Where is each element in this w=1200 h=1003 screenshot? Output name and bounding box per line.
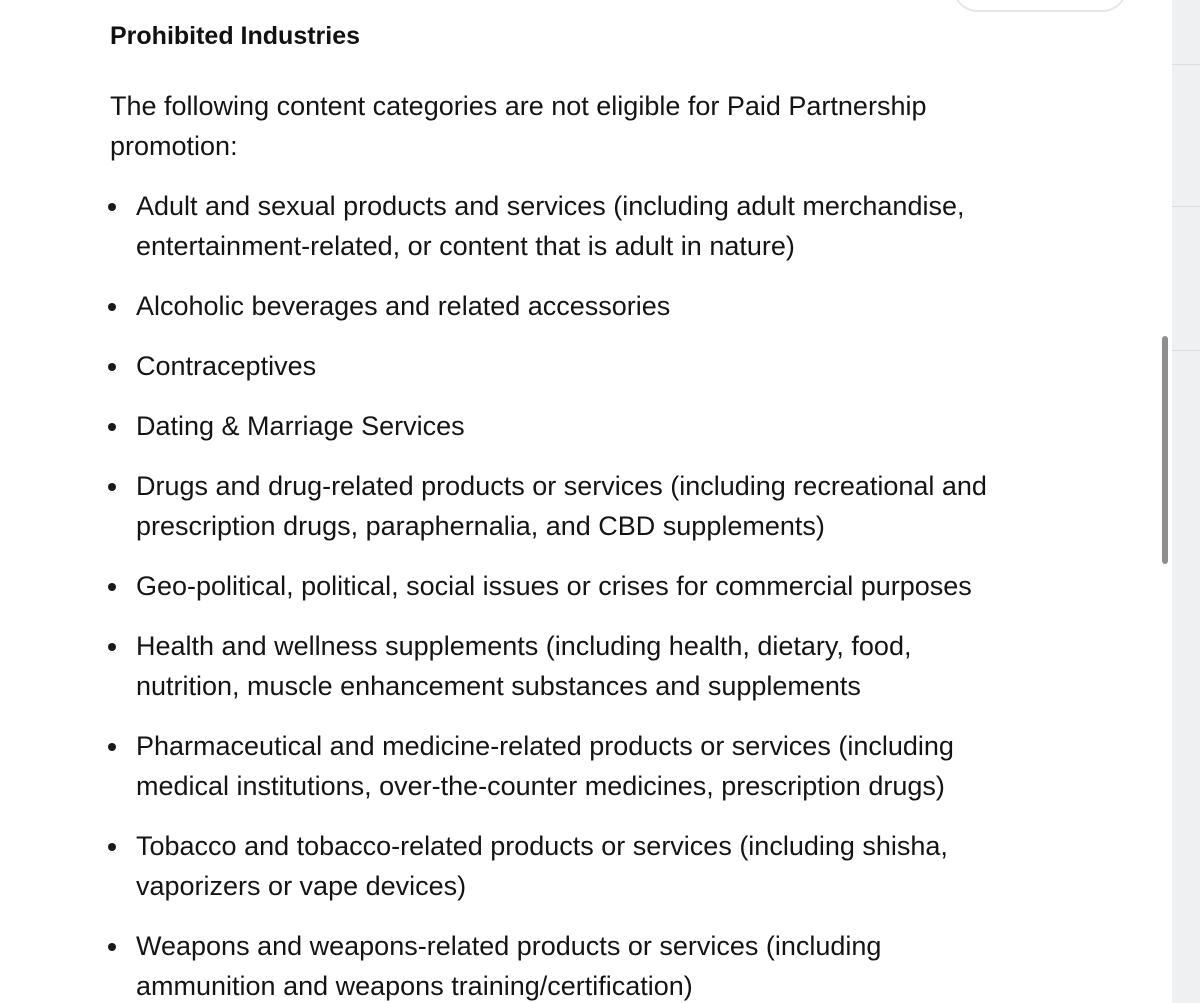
bullet-icon — [108, 583, 116, 591]
bullet-icon — [108, 943, 116, 951]
prohibited-list — [110, 186, 1030, 1003]
bullet-icon — [108, 483, 116, 491]
list-item-text: Pharmaceutical and medicine-related products or services (including medical institutions, over-the-counter medicines, prescription drugs) — [136, 731, 954, 801]
bullet-icon — [108, 203, 116, 211]
list-item-text: Drugs and drug-related products or services (including recreational and prescription drugs, paraphernalia, and CBD supplements) — [136, 471, 987, 541]
list-item — [110, 926, 1016, 1003]
list-item — [110, 826, 1016, 906]
list-item — [110, 466, 1016, 546]
list-item-text: Tobacco and tobacco-related products or services (including shisha, vaporizers or vape devices) — [136, 831, 948, 901]
list-item-text: Weapons and weapons-related products or services (including ammunition and weapons training/certification) — [136, 931, 882, 1001]
section-heading: Prohibited Industries — [110, 22, 361, 48]
list-item-text: Dating & Marriage Services — [136, 411, 465, 441]
divider — [1172, 64, 1200, 65]
bullet-icon — [108, 423, 116, 431]
divider — [1172, 206, 1200, 207]
list-item — [110, 726, 1016, 806]
list-item-text: Adult and sexual products and services (including adult merchandise, entertainment-related, or content that is adult in nature) — [136, 191, 965, 261]
list-item — [110, 186, 1016, 266]
list-item — [110, 566, 1016, 606]
divider — [1172, 350, 1200, 351]
right-side-panel — [1172, 0, 1200, 1003]
list-item — [110, 346, 1016, 386]
list-item-text: Geo-political, political, social issues or crises for commercial purposes — [136, 571, 972, 601]
scrollbar-thumb[interactable] — [1162, 336, 1168, 564]
intro-text: The following content categories are not eligible for Paid Partnership promotion: — [110, 91, 927, 161]
list-item — [110, 406, 1016, 446]
bullet-icon — [108, 363, 116, 371]
list-item — [110, 286, 1016, 326]
list-item-text: Health and wellness supplements (including health, dietary, food, nutrition, muscle enhancement substances and supplements — [136, 631, 912, 701]
bullet-icon — [108, 743, 116, 751]
list-item-text: Alcoholic beverages and related accessories — [136, 291, 671, 321]
prohibited-industries-section — [110, 22, 1030, 1001]
bullet-icon — [108, 643, 116, 651]
list-item-text: Contraceptives — [136, 351, 317, 381]
list-item — [110, 626, 1016, 706]
bullet-icon — [108, 303, 116, 311]
bullet-icon — [108, 843, 116, 851]
top-pill-button[interactable] — [952, 0, 1128, 12]
